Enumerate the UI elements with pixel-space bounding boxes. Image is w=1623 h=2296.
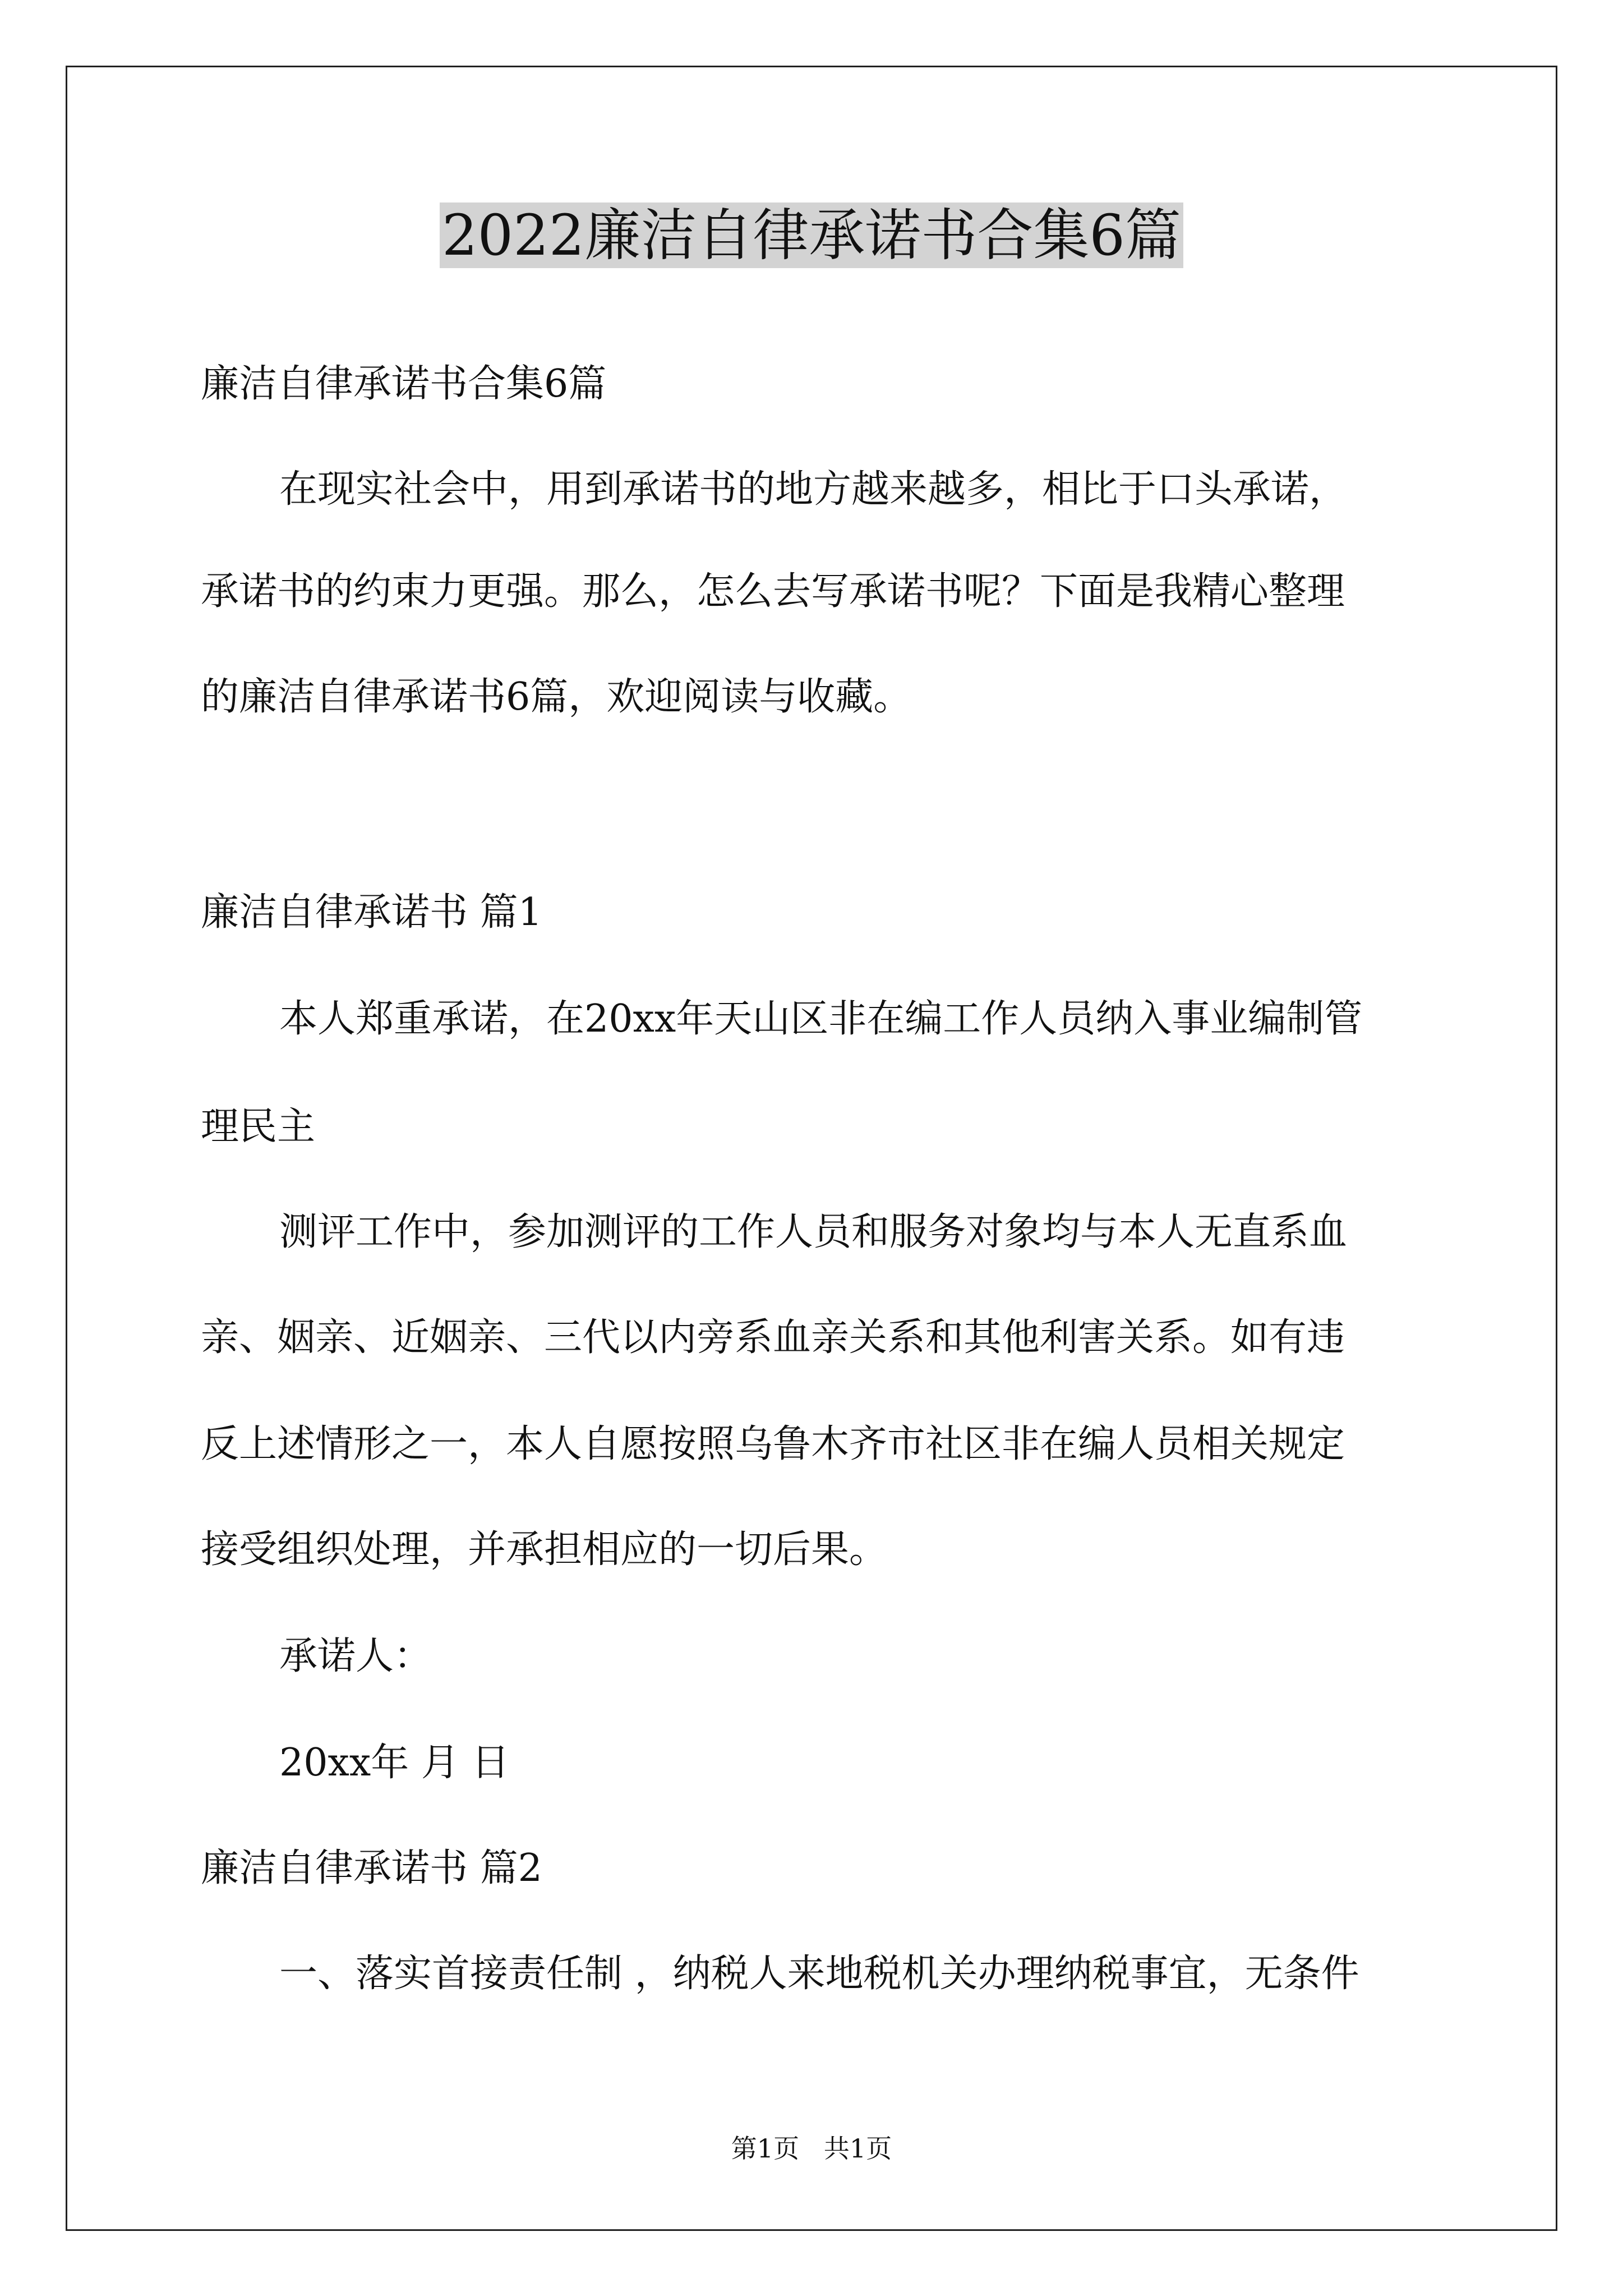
paragraph-line: 承诺书的约束力更强。那么，怎么去写承诺书呢？下面是我精心整理: [201, 569, 1345, 614]
signatory-label: 承诺人：: [279, 1634, 432, 1678]
paragraph-line: 接受组织处理，并承担相应的一切后果。: [201, 1527, 888, 1572]
date-line: 20xx年 月 日: [279, 1741, 510, 1785]
subtitle-line: 廉洁自律承诺书合集6篇: [201, 362, 607, 406]
paragraph-line: 测评工作中，参加测评的工作人员和服务对象均与本人无直系血: [279, 1210, 1348, 1254]
section-heading-1: 廉洁自律承诺书 篇1: [201, 890, 542, 935]
document-title-text: 2022廉洁自律承诺书合集6篇: [440, 203, 1183, 268]
paragraph-line: 反上述情形之一，本人自愿按照乌鲁木齐市社区非在编人员相关规定: [201, 1422, 1345, 1466]
page-footer: 第1页 共1页: [731, 2133, 892, 2164]
paragraph-line: 亲、姻亲、近姻亲、三代以内旁系血亲关系和其他利害关系。如有违: [201, 1315, 1345, 1360]
paragraph-line: 理民主: [201, 1105, 316, 1149]
paragraph-line: 的廉洁自律承诺书6篇，欢迎阅读与收藏。: [201, 675, 912, 719]
paragraph-line: 一、落实首接责任制 ，纳税人来地税机关办理纳税事宜，无条件: [279, 1952, 1359, 1996]
paragraph-line: 本人郑重承诺，在20xx年天山区非在编工作人员纳入事业编制管: [279, 997, 1363, 1041]
paragraph-line: 在现实社会中，用到承诺书的地方越来越多，相比于口头承诺，: [279, 467, 1348, 512]
section-heading-2: 廉洁自律承诺书 篇2: [201, 1846, 542, 1890]
document-title: [0, 199, 1623, 272]
